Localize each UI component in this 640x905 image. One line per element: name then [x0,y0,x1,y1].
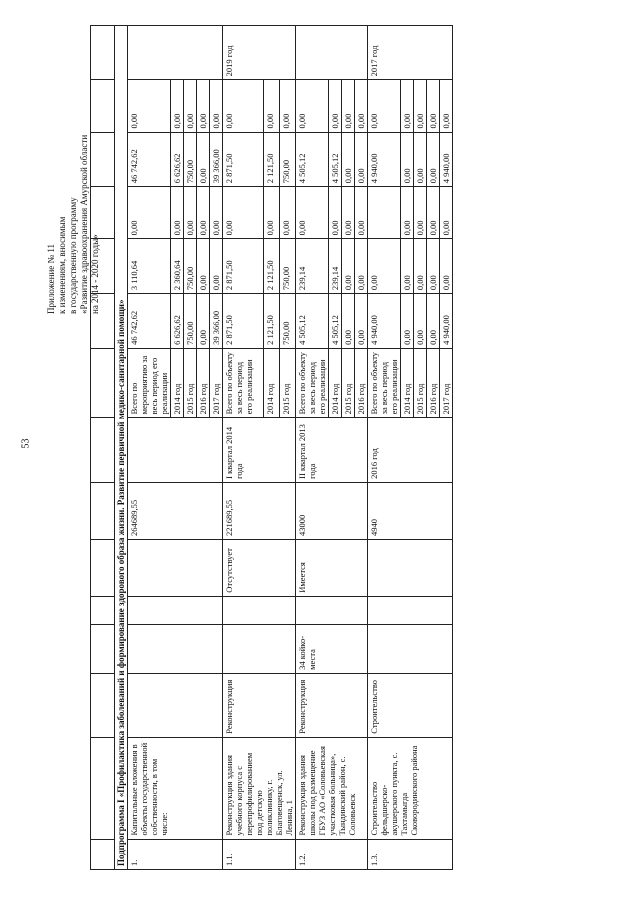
value-col-5: 0,00 [184,80,197,132]
value-col-3: 0,00 [263,187,279,239]
value-col-4: 0,00 [414,132,427,187]
table-row [368,26,401,870]
objects-table [90,25,453,870]
value-col-2: 0,00 [210,239,223,294]
design-status: Имеется [296,539,368,596]
value-col-5: 0,00 [171,80,184,132]
capacity [128,624,223,673]
work-type: Реконструкция [223,673,296,737]
start-term: 2016 год [368,418,453,482]
value-col-2: 0,00 [440,239,453,294]
value-col-2: 0,00 [401,239,414,294]
object-name: Реконструкция здания учебного корпуса с перепрофилированием под детскую поликлинику, г. Благовещенск, ул. Ленина, 1 [223,737,296,839]
value-col-4: 4 940,00 [440,132,453,187]
period-label: 2016 год [197,348,210,418]
appendix-line: «Развитие здравоохранения Амурской области [79,134,89,314]
object-number: 1.2. [296,839,368,869]
value-col-3 [368,187,401,239]
value-total: 0,00 [342,294,355,349]
period-label: Всего по объекту за весь период его реализации [368,348,401,418]
value-col-5: 0,00 [210,80,223,132]
object-number: 1.1. [223,839,296,869]
period-label: 2017 год [210,348,223,418]
value-col-5: 0,00 [296,80,329,132]
period-label: 2014 год [329,348,342,418]
value-col-3: 0,00 [342,187,355,239]
value-col-2: 2 360,64 [171,239,184,294]
value-col-5: 0,00 [279,80,295,132]
capacity: 34 койко-места [296,624,368,673]
value-col-4: 0,00 [342,132,355,187]
value-total: 0,00 [197,294,210,349]
period-label: 2014 год [171,348,184,418]
table-row [223,26,264,870]
period-label: Всего по объекту за весь период его реализации [296,348,329,418]
table-row [128,26,171,870]
header-spacer-row [91,26,115,870]
object-name: Реконструкция здания школы под размещение ГБУЗ АО «Соловьевская участковая больница», Тындинский район, с. Соловьевск [296,737,368,839]
value-col-3: 0,00 [427,187,440,239]
value-col-4: 750,00 [279,132,295,187]
object-name: Капитальные вложения в объекты государственной собственности, в том числе: [128,737,223,839]
table-row [296,26,329,870]
period-label: Всего по объекту за весь период его реализации [223,348,264,418]
value-col-4: 0,00 [427,132,440,187]
value-col-4: 0,00 [197,132,210,187]
rotated-page [40,10,600,880]
extra-cell [296,596,368,624]
value-col-3: 0,00 [128,187,171,239]
value-col-5: 0,00 [401,80,414,132]
value-col-5: 0,00 [355,80,368,132]
value-col-3: 0,00 [184,187,197,239]
value-col-3: 0,00 [197,187,210,239]
value-col-4: 2 121,50 [263,132,279,187]
estimated-cost: 43000 [296,482,368,539]
subprogram-title: Подпрограмма I «Профилактика заболеваний и формирование здорового образа жизни. Развитие первичной медико-санитарной помощи» [115,26,128,870]
period-label: 2015 год [414,348,427,418]
value-col-4: 6 626,62 [171,132,184,187]
value-total: 0,00 [401,294,414,349]
value-col-3: 0,00 [440,187,453,239]
page-number: 53 [20,438,32,449]
appendix-line: к изменениям, вносимым [57,216,67,314]
value-total: 750,00 [279,294,295,349]
object-number: 1.3. [368,839,453,869]
extra-cell [223,596,296,624]
value-col-4: 750,00 [184,132,197,187]
estimated-cost: 221689,55 [223,482,296,539]
value-col-3: 0,00 [401,187,414,239]
value-col-2: 2 871,50 [223,239,264,294]
document-sheet [40,10,600,880]
value-col-5: 0,00 [414,80,427,132]
value-col-3: 0,00 [210,187,223,239]
value-col-3: 0,00 [355,187,368,239]
period-label: 2016 год [355,348,368,418]
value-col-4: 4 505,12 [329,132,342,187]
work-type [128,673,223,737]
value-total: 39 366,00 [210,294,223,349]
value-col-4: 39 366,00 [210,132,223,187]
value-total: 0,00 [414,294,427,349]
value-total: 4 505,12 [329,294,342,349]
value-total: 46 742,62 [128,294,171,349]
extra-cell [128,596,223,624]
design-status [128,539,223,596]
subprogram-row [115,26,128,870]
commission-year: 2019 год [223,26,296,80]
value-total: 0,00 [355,294,368,349]
value-total: 2 871,50 [223,294,264,349]
value-col-2: 239,14 [296,239,329,294]
commission-year [296,26,368,80]
value-col-2: 0,00 [342,239,355,294]
value-total: 4 940,00 [368,294,401,349]
start-term: II квартал 2013 года [296,418,368,482]
value-col-3: 0,00 [329,187,342,239]
appendix-line: Приложение № 11 [46,243,56,314]
estimated-cost: 4940 [368,482,453,539]
design-status: Отсутствует [223,539,296,596]
value-col-5: 0,00 [197,80,210,132]
start-term [128,418,223,482]
value-col-2: 239,14 [329,239,342,294]
value-col-2: 3 110,64 [128,239,171,294]
value-total: 4 505,12 [296,294,329,349]
value-col-3: 0,00 [279,187,295,239]
value-col-2: 750,00 [279,239,295,294]
period-label: Всего по мероприятию за весь период его реализации [128,348,171,418]
work-type: Строительство [368,673,453,737]
value-col-4: 0,00 [401,132,414,187]
value-col-5: 0,00 [128,80,171,132]
value-col-4: 4 940,00 [368,132,401,187]
value-col-4: 4 505,12 [296,132,329,187]
value-col-2: 0,00 [414,239,427,294]
value-col-5: 0,00 [368,80,401,132]
capacity [223,624,296,673]
work-type: Реконструкция [296,673,368,737]
commission-year: 2017 год [368,26,453,80]
value-col-2: 750,00 [184,239,197,294]
value-col-3: 0,00 [171,187,184,239]
value-col-3: 0,00 [223,187,264,239]
period-label: 2017 год [440,348,453,418]
period-label: 2014 год [263,348,279,418]
value-col-3: 0,00 [296,187,329,239]
design-status [368,539,453,596]
period-label: 2015 год [184,348,197,418]
value-col-3: 0,00 [414,187,427,239]
start-term: I квартал 2014 года [223,418,296,482]
extra-cell [368,596,453,624]
commission-year [128,26,223,80]
period-label: 2014 год [401,348,414,418]
value-col-4: 2 871,50 [223,132,264,187]
value-col-5: 0,00 [427,80,440,132]
value-col-2: 0,00 [368,239,401,294]
value-col-2: 0,00 [355,239,368,294]
value-total: 4 940,00 [440,294,453,349]
object-name: Строительство фельдшерско-акушерского пункта, с. Тахтамыгда Сковородинского района [368,737,453,839]
value-total: 2 121,50 [263,294,279,349]
value-col-2: 2 121,50 [263,239,279,294]
period-label: 2015 год [342,348,355,418]
value-col-4: 46 742,62 [128,132,171,187]
value-col-5: 0,00 [440,80,453,132]
appendix-line: в государственную программу [68,197,78,314]
value-total: 750,00 [184,294,197,349]
appendix-line: на 2014 - 2020 годы» [90,234,100,314]
value-col-2: 0,00 [427,239,440,294]
estimated-cost: 264689,55 [128,482,223,539]
value-col-4: 0,00 [355,132,368,187]
capacity [368,624,453,673]
value-col-5: 0,00 [263,80,279,132]
value-col-5: 0,00 [223,80,264,132]
period-label: 2016 год [427,348,440,418]
value-col-2: 0,00 [197,239,210,294]
value-col-5: 0,00 [329,80,342,132]
period-label: 2015 год [279,348,295,418]
value-col-5: 0,00 [342,80,355,132]
value-total: 6 626,62 [171,294,184,349]
value-total: 0,00 [427,294,440,349]
object-number: 1. [128,839,223,869]
